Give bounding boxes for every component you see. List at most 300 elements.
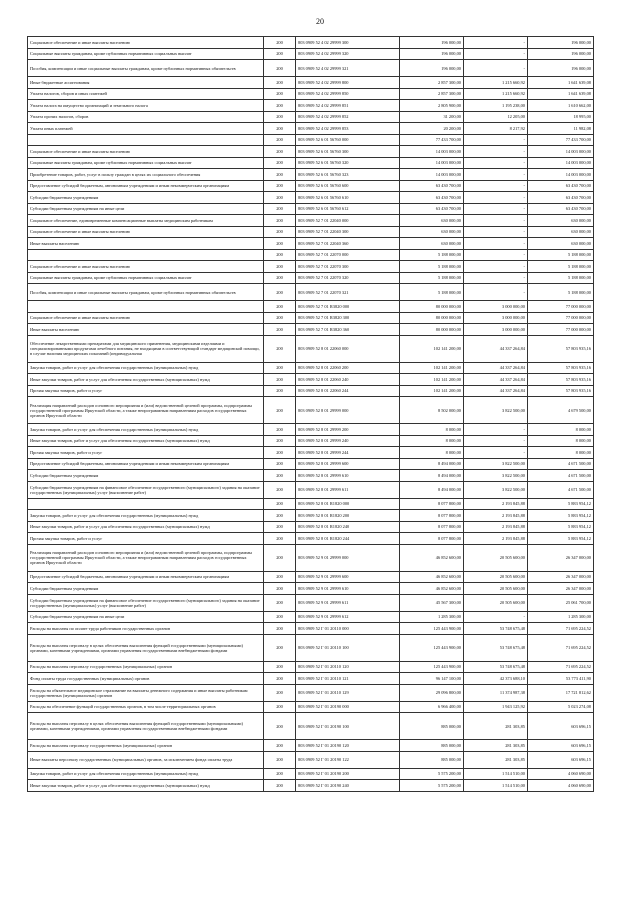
- cell-remaining: 4 671 500,00: [528, 481, 594, 498]
- cell-name: Расходы на выплаты по оплате труда работников государственных органов: [28, 623, 264, 635]
- cell-name: Иные закупки товаров, работ и услуг для обеспечения государственных (муниципальных) нужд: [28, 374, 264, 386]
- cell-executed: -: [464, 272, 528, 284]
- cell-executed: 53 748 675,48: [464, 623, 528, 635]
- cell-executed: 42 373 688,10: [464, 673, 528, 685]
- cell-budget-code: 803 0909 52 8 01 29999 244: [296, 447, 400, 459]
- cell-approved: 46 852 600,00: [400, 571, 464, 583]
- cell-approved: 8 494 000,00: [400, 458, 464, 470]
- cell-executed: 20 505 600,00: [464, 571, 528, 583]
- cell-executed: -: [464, 134, 528, 146]
- cell-budget-code: 803 0909 52 Г 01 20190 240: [296, 780, 400, 792]
- table-row: [28, 623, 594, 635]
- table-row: [28, 123, 594, 135]
- cell-executed: 281 303,85: [464, 740, 528, 752]
- cell-remaining: 4 060 690,00: [528, 780, 594, 792]
- cell-line-code: 200: [264, 312, 296, 324]
- cell-line-code: 200: [264, 498, 296, 510]
- cell-approved: 6 966 400,00: [400, 701, 464, 713]
- cell-budget-code: 803 0909 52 8 01 22060 200: [296, 362, 400, 374]
- cell-remaining: 5 883 954,12: [528, 498, 594, 510]
- cell-executed: 2 193 845,88: [464, 521, 528, 533]
- cell-line-code: 200: [264, 447, 296, 459]
- table-row: [28, 192, 594, 204]
- cell-line-code: 200: [264, 77, 296, 89]
- table-row: [28, 111, 594, 123]
- cell-executed: 1 943 125,92: [464, 701, 528, 713]
- cell-budget-code: 803 0909 52 4 02 29999 851: [296, 100, 400, 112]
- cell-approved: 96 147 100,00: [400, 673, 464, 685]
- cell-executed: -: [464, 169, 528, 181]
- cell-line-code: 200: [264, 60, 296, 77]
- cell-executed: 12 205,00: [464, 111, 528, 123]
- cell-name: Прочая закупка товаров, работ и услуг: [28, 533, 264, 545]
- cell-approved: 630 000,00: [400, 226, 464, 238]
- cell-remaining: 11 982,08: [528, 123, 594, 135]
- cell-approved: 102 141 200,00: [400, 374, 464, 386]
- cell-budget-code: 803 0909 52 7 01 22070 300: [296, 261, 400, 273]
- cell-line-code: 200: [264, 134, 296, 146]
- cell-name: Прочая закупка товаров, работ и услуг: [28, 385, 264, 397]
- cell-remaining: 8 000,00: [528, 447, 594, 459]
- cell-executed: 3 822 500,00: [464, 458, 528, 470]
- cell-executed: -: [464, 611, 528, 623]
- cell-executed: 2 193 845,88: [464, 533, 528, 545]
- cell-name: Иные закупки товаров, работ и услуг для обеспечения государственных (муниципальных) нужд: [28, 780, 264, 792]
- cell-name: Уплата иных платежей: [28, 123, 264, 135]
- cell-budget-code: 803 0909 52 7 01 22070 321: [296, 284, 400, 301]
- cell-budget-code: 803 0909 52 Г 01 20190 000: [296, 701, 400, 713]
- cell-name: Иные закупки товаров, работ и услуг для обеспечения государственных (муниципальных) нужд: [28, 435, 264, 447]
- cell-name: [28, 301, 264, 313]
- cell-remaining: 57 803 935,16: [528, 385, 594, 397]
- table-row: [28, 634, 594, 661]
- table-row: [28, 673, 594, 685]
- cell-approved: 46 852 600,00: [400, 583, 464, 595]
- cell-line-code: 200: [264, 701, 296, 713]
- cell-name: [28, 498, 264, 510]
- table-row: [28, 447, 594, 459]
- table-row: [28, 470, 594, 482]
- table-row: [28, 157, 594, 169]
- cell-remaining: 4 679 500,00: [528, 397, 594, 424]
- cell-line-code: 200: [264, 751, 296, 768]
- cell-name: Уплата прочих налогов, сборов: [28, 111, 264, 123]
- cell-name: Реализация направлений расходов основного мероприятия и (или) ведомственной целевой программы, подпрограммы государственной программы Иркутской области, а также непрограммным направлениям расходов государственных органов Иркутской области: [28, 544, 264, 571]
- cell-budget-code: 803 0909 52 8 01 22060 000: [296, 335, 400, 362]
- cell-name: Субсидии бюджетным учреждениям на иные цели: [28, 611, 264, 623]
- table-row: [28, 385, 594, 397]
- cell-budget-code: 803 0909 52 4 02 29999 850: [296, 88, 400, 100]
- cell-executed: 20 505 600,00: [464, 583, 528, 595]
- cell-name: Уплата налогов, сборов и иных платежей: [28, 88, 264, 100]
- table-row: [28, 88, 594, 100]
- cell-remaining: 77 000 000,00: [528, 324, 594, 336]
- cell-budget-code: 803 0909 52 7 01 R3820 300: [296, 312, 400, 324]
- table-row: [28, 60, 594, 77]
- cell-budget-code: 803 0909 52 8 01 R1820 000: [296, 498, 400, 510]
- cell-name: Субсидии бюджетным учреждениям на финансовое обеспечение государственного (муниципального) задания на оказание государственных (муниципальных) услуг (выполнение работ): [28, 594, 264, 611]
- cell-name: Закупка товаров, работ и услуг для обеспечения государственных (муниципальных) нужд: [28, 768, 264, 780]
- cell-line-code: 200: [264, 192, 296, 204]
- cell-executed: 44 337 264,84: [464, 362, 528, 374]
- cell-name: Социальное обеспечение и иные выплаты населению: [28, 312, 264, 324]
- cell-budget-code: 803 0909 52 4 02 29999 853: [296, 123, 400, 135]
- cell-line-code: 200: [264, 88, 296, 100]
- cell-name: Расходы на выплаты персоналу в целях обеспечения выполнения функций государственными (муниципальными) органами, казенными учреждениями, органами управления государственными внебюджетными фондами: [28, 713, 264, 740]
- cell-executed: -: [464, 157, 528, 169]
- table-row: [28, 713, 594, 740]
- cell-name: Социальные выплаты гражданам, кроме публичных нормативных социальных выплат: [28, 272, 264, 284]
- cell-remaining: 63 430 700,00: [528, 180, 594, 192]
- cell-name: Приобретение товаров, работ, услуг в пользу граждан в целях их социального обеспечения: [28, 169, 264, 181]
- cell-line-code: 200: [264, 623, 296, 635]
- table-row: [28, 740, 594, 752]
- table-row: [28, 134, 594, 146]
- table-row: [28, 498, 594, 510]
- cell-executed: 2 193 845,88: [464, 510, 528, 522]
- cell-approved: 8 077 800,00: [400, 521, 464, 533]
- table-row: [28, 544, 594, 571]
- cell-line-code: 200: [264, 215, 296, 227]
- table-row: [28, 481, 594, 498]
- cell-approved: 8 000,00: [400, 447, 464, 459]
- cell-line-code: 200: [264, 661, 296, 673]
- cell-budget-code: 803 0909 52 6 01 56760 323: [296, 169, 400, 181]
- table-row: [28, 780, 594, 792]
- cell-line-code: 200: [264, 362, 296, 374]
- cell-budget-code: 803 0909 52 Г 01 20190 200: [296, 768, 400, 780]
- cell-line-code: 200: [264, 284, 296, 301]
- table-row: [28, 301, 594, 313]
- cell-remaining: 4 671 500,00: [528, 470, 594, 482]
- cell-line-code: 200: [264, 470, 296, 482]
- cell-executed: 44 337 264,84: [464, 374, 528, 386]
- cell-line-code: 200: [264, 780, 296, 792]
- cell-budget-code: 803 0909 52 8 01 29999 000: [296, 397, 400, 424]
- cell-executed: 11 374 987,38: [464, 684, 528, 701]
- cell-executed: -: [464, 203, 528, 215]
- cell-approved: 2 857 300,00: [400, 77, 464, 89]
- cell-approved: 80 000 000,00: [400, 312, 464, 324]
- cell-executed: 20 505 600,00: [464, 544, 528, 571]
- cell-remaining: 1 285 300,00: [528, 611, 594, 623]
- cell-remaining: 71 695 224,52: [528, 623, 594, 635]
- cell-approved: 45 567 300,00: [400, 594, 464, 611]
- cell-approved: 63 430 700,00: [400, 180, 464, 192]
- cell-budget-code: 803 0909 52 8 01 29999 200: [296, 424, 400, 436]
- cell-budget-code: 803 0909 52 4 02 29999 800: [296, 77, 400, 89]
- cell-name: Предоставление субсидий бюджетным, автономным учреждениям и иным некоммерческим организациям: [28, 458, 264, 470]
- cell-budget-code: 803 0909 52 6 01 56760 300: [296, 146, 400, 158]
- cell-name: Иные закупки товаров, работ и услуг для обеспечения государственных (муниципальных) нужд: [28, 521, 264, 533]
- cell-approved: 125 443 900,00: [400, 623, 464, 635]
- cell-line-code: 200: [264, 533, 296, 545]
- cell-line-code: 200: [264, 424, 296, 436]
- table-row: [28, 533, 594, 545]
- cell-approved: 8 494 000,00: [400, 481, 464, 498]
- cell-line-code: 200: [264, 481, 296, 498]
- cell-name: Иные выплаты населению: [28, 238, 264, 250]
- cell-remaining: 77 000 000,00: [528, 312, 594, 324]
- cell-approved: 102 141 200,00: [400, 362, 464, 374]
- cell-name: Предоставление субсидий бюджетным, автономным учреждениям и иным некоммерческим организациям: [28, 571, 264, 583]
- cell-name: Расходы на обеспечение функций государственных органов, в том числе территориальных органов: [28, 701, 264, 713]
- cell-remaining: 77 000 000,00: [528, 301, 594, 313]
- cell-line-code: 200: [264, 48, 296, 60]
- cell-budget-code: 803 0909 52 7 01 22070 000: [296, 249, 400, 261]
- cell-budget-code: 803 0909 52 Г 01 20110 000: [296, 623, 400, 635]
- cell-approved: 14 003 000,00: [400, 169, 464, 181]
- cell-remaining: 63 430 700,00: [528, 192, 594, 204]
- cell-executed: 3 822 500,00: [464, 481, 528, 498]
- cell-name: Обеспечение лекарственными препаратами для медицинского применения, медицинскими изделиями и специализированными продуктами лечебного питания, не входящими в соответствующий стандарт медицинской помощи, в случае наличия медицинских показаний (индивидуальная: [28, 335, 264, 362]
- cell-name: Пособия, компенсации и иные социальные выплаты гражданам, кроме публичных нормативных обязательств: [28, 60, 264, 77]
- cell-line-code: 200: [264, 740, 296, 752]
- cell-line-code: 200: [264, 180, 296, 192]
- cell-name: Социальное обеспечение и иные выплаты населению: [28, 261, 264, 273]
- cell-approved: 31 200,00: [400, 111, 464, 123]
- table-row: [28, 146, 594, 158]
- table-row: [28, 261, 594, 273]
- cell-executed: -: [464, 146, 528, 158]
- table-row: [28, 324, 594, 336]
- cell-approved: 885 000,00: [400, 751, 464, 768]
- cell-remaining: 26 347 000,00: [528, 544, 594, 571]
- cell-executed: -: [464, 226, 528, 238]
- cell-executed: 8 217,92: [464, 123, 528, 135]
- cell-budget-code: 803 0909 52 6 01 56760 612: [296, 203, 400, 215]
- cell-budget-code: 803 0909 52 8 01 29999 240: [296, 435, 400, 447]
- cell-executed: 1 215 660,92: [464, 77, 528, 89]
- cell-approved: 80 000 000,00: [400, 324, 464, 336]
- cell-executed: 2 193 845,88: [464, 498, 528, 510]
- cell-name: Закупка товаров, работ и услуг для обеспечения государственных (муниципальных) нужд: [28, 424, 264, 436]
- cell-remaining: 196 000,00: [528, 37, 594, 49]
- table-row: [28, 521, 594, 533]
- cell-name: Пособия, компенсации и иные социальные выплаты гражданам, кроме публичных нормативных обязательств: [28, 284, 264, 301]
- cell-executed: 53 748 675,48: [464, 634, 528, 661]
- cell-executed: 3 000 000,00: [464, 324, 528, 336]
- cell-remaining: 1 641 639,08: [528, 88, 594, 100]
- cell-approved: 63 430 700,00: [400, 203, 464, 215]
- cell-name: Уплата налога на имущество организаций и земельного налога: [28, 100, 264, 112]
- cell-remaining: 603 696,15: [528, 751, 594, 768]
- cell-budget-code: 803 0909 52 7 01 22070 320: [296, 272, 400, 284]
- cell-line-code: 200: [264, 203, 296, 215]
- cell-remaining: 5 023 274,08: [528, 701, 594, 713]
- cell-budget-code: 803 0909 52 Г 01 20110 129: [296, 684, 400, 701]
- cell-remaining: 196 000,00: [528, 60, 594, 77]
- cell-executed: -: [464, 60, 528, 77]
- cell-executed: 1 215 660,92: [464, 88, 528, 100]
- cell-executed: 44 337 264,84: [464, 385, 528, 397]
- cell-executed: 3 000 000,00: [464, 301, 528, 313]
- cell-remaining: 4 671 500,00: [528, 458, 594, 470]
- cell-approved: 8 077 800,00: [400, 533, 464, 545]
- cell-line-code: 200: [264, 249, 296, 261]
- cell-approved: 8 077 800,00: [400, 510, 464, 522]
- cell-line-code: 200: [264, 374, 296, 386]
- cell-line-code: 200: [264, 713, 296, 740]
- cell-name: Субсидии бюджетным учреждениям: [28, 192, 264, 204]
- cell-line-code: 200: [264, 238, 296, 250]
- cell-line-code: 200: [264, 397, 296, 424]
- cell-budget-code: 803 0909 52 7 01 R3820 000: [296, 301, 400, 313]
- cell-approved: 102 141 200,00: [400, 335, 464, 362]
- table-row: [28, 272, 594, 284]
- table-row: [28, 768, 594, 780]
- cell-approved: 125 443 900,00: [400, 661, 464, 673]
- cell-name: Социальное обеспечение и иные выплаты населению: [28, 226, 264, 238]
- cell-name: Иные бюджетные ассигнования: [28, 77, 264, 89]
- cell-name: Субсидии бюджетным учреждениям на иные цели: [28, 203, 264, 215]
- cell-executed: -: [464, 180, 528, 192]
- table-row: [28, 424, 594, 436]
- cell-remaining: 196 000,00: [528, 48, 594, 60]
- cell-approved: 77 433 700,00: [400, 134, 464, 146]
- cell-line-code: 200: [264, 544, 296, 571]
- cell-approved: 196 000,00: [400, 37, 464, 49]
- cell-budget-code: 803 0909 52 6 01 56760 320: [296, 157, 400, 169]
- cell-remaining: 71 695 224,52: [528, 661, 594, 673]
- cell-budget-code: 803 0909 52 4 02 29999 852: [296, 111, 400, 123]
- cell-remaining: 5 188 000,00: [528, 249, 594, 261]
- table-row: [28, 374, 594, 386]
- table-row: [28, 284, 594, 301]
- cell-budget-code: 803 0909 52 8 01 R1820 240: [296, 521, 400, 533]
- table-body: [28, 37, 594, 792]
- cell-name: Расходы на выплаты персоналу в целях обеспечения выполнения функций государственными (муниципальными) органами, казенными учреждениями, органами управления государственными внебюджетными фондами: [28, 634, 264, 661]
- cell-executed: 1 514 510,00: [464, 780, 528, 792]
- cell-approved: 5 575 200,00: [400, 768, 464, 780]
- cell-name: Расходы на обязательное медицинское страхование на выплаты денежного содержания и иные выплаты работникам государственных (муниципальных) органов: [28, 684, 264, 701]
- cell-line-code: 200: [264, 100, 296, 112]
- table-row: [28, 312, 594, 324]
- cell-line-code: 200: [264, 458, 296, 470]
- cell-budget-code: 803 0909 52 8 01 22060 244: [296, 385, 400, 397]
- cell-remaining: 603 696,15: [528, 740, 594, 752]
- cell-remaining: 5 188 000,00: [528, 272, 594, 284]
- cell-executed: 1 514 510,00: [464, 768, 528, 780]
- cell-budget-code: 803 0909 52 Г 01 20110 121: [296, 673, 400, 685]
- cell-name: Социальные выплаты гражданам, кроме публичных нормативных социальных выплат: [28, 157, 264, 169]
- cell-remaining: 603 696,15: [528, 713, 594, 740]
- cell-executed: -: [464, 435, 528, 447]
- cell-executed: 44 337 264,84: [464, 335, 528, 362]
- cell-approved: 5 188 000,00: [400, 261, 464, 273]
- cell-approved: 80 000 000,00: [400, 301, 464, 313]
- table-row: [28, 397, 594, 424]
- cell-budget-code: 803 0909 52 Г 01 20190 100: [296, 713, 400, 740]
- table-row: [28, 571, 594, 583]
- cell-budget-code: 803 0909 52 6 01 56760 600: [296, 180, 400, 192]
- cell-approved: 885 000,00: [400, 713, 464, 740]
- cell-line-code: 200: [264, 301, 296, 313]
- cell-executed: -: [464, 37, 528, 49]
- cell-budget-code: 803 0909 52 6 01 56760 610: [296, 192, 400, 204]
- table-row: [28, 751, 594, 768]
- cell-budget-code: 803 0909 52 Г 01 20190 122: [296, 751, 400, 768]
- cell-name: [28, 249, 264, 261]
- table-row: [28, 611, 594, 623]
- table-row: [28, 180, 594, 192]
- cell-approved: 2 857 300,00: [400, 88, 464, 100]
- cell-budget-code: 803 0909 52 9 01 29999 600: [296, 571, 400, 583]
- cell-line-code: 200: [264, 324, 296, 336]
- cell-executed: 281 303,85: [464, 751, 528, 768]
- cell-remaining: 71 695 224,52: [528, 634, 594, 661]
- cell-remaining: 630 000,00: [528, 226, 594, 238]
- table-row: [28, 510, 594, 522]
- cell-name: Иные выплаты населению: [28, 324, 264, 336]
- cell-executed: -: [464, 424, 528, 436]
- cell-remaining: 5 188 000,00: [528, 284, 594, 301]
- cell-budget-code: 803 0909 52 4 02 29999 321: [296, 60, 400, 77]
- cell-approved: 5 188 000,00: [400, 284, 464, 301]
- cell-approved: 196 000,00: [400, 48, 464, 60]
- cell-budget-code: 803 0909 52 9 01 29999 611: [296, 594, 400, 611]
- cell-approved: 1 285 300,00: [400, 611, 464, 623]
- cell-budget-code: 803 0909 52 4 02 29999 320: [296, 48, 400, 60]
- cell-approved: 630 000,00: [400, 238, 464, 250]
- table-row: [28, 203, 594, 215]
- table-row: [28, 684, 594, 701]
- cell-line-code: 200: [264, 510, 296, 522]
- cell-approved: 885 000,00: [400, 740, 464, 752]
- cell-name: Прочая закупка товаров, работ и услуг: [28, 447, 264, 459]
- cell-executed: -: [464, 238, 528, 250]
- cell-remaining: 8 000,00: [528, 424, 594, 436]
- cell-name: Субсидии бюджетным учреждениям на финансовое обеспечение государственного (муниципального) задания на оказание государственных (муниципальных) услуг (выполнение работ): [28, 481, 264, 498]
- cell-remaining: 8 000,00: [528, 435, 594, 447]
- cell-approved: 5 188 000,00: [400, 272, 464, 284]
- cell-approved: 5 575 200,00: [400, 780, 464, 792]
- cell-remaining: 14 003 000,00: [528, 157, 594, 169]
- table-row: [28, 77, 594, 89]
- cell-budget-code: 803 0909 52 Г 01 20110 120: [296, 661, 400, 673]
- cell-budget-code: 803 0909 52 8 01 R1820 244: [296, 533, 400, 545]
- table-row: [28, 249, 594, 261]
- cell-executed: 20 505 600,00: [464, 594, 528, 611]
- cell-budget-code: 803 0909 52 7 01 22040 360: [296, 238, 400, 250]
- cell-line-code: 200: [264, 261, 296, 273]
- cell-remaining: 4 060 690,00: [528, 768, 594, 780]
- cell-line-code: 200: [264, 634, 296, 661]
- cell-budget-code: 803 0909 52 Г 01 20110 100: [296, 634, 400, 661]
- cell-remaining: 5 188 000,00: [528, 261, 594, 273]
- cell-remaining: 1 641 639,08: [528, 77, 594, 89]
- cell-approved: 2 805 900,00: [400, 100, 464, 112]
- cell-executed: -: [464, 215, 528, 227]
- cell-remaining: 630 000,00: [528, 215, 594, 227]
- cell-line-code: 200: [264, 611, 296, 623]
- cell-remaining: 5 883 954,12: [528, 510, 594, 522]
- table-row: [28, 661, 594, 673]
- cell-line-code: 200: [264, 111, 296, 123]
- cell-name: Иные выплаты персоналу государственных (муниципальных) органов, за исключением фонда оплаты труда: [28, 751, 264, 768]
- cell-line-code: 200: [264, 123, 296, 135]
- cell-executed: 3 822 500,00: [464, 397, 528, 424]
- cell-remaining: 630 000,00: [528, 238, 594, 250]
- cell-remaining: 53 773 411,90: [528, 673, 594, 685]
- cell-executed: 281 303,85: [464, 713, 528, 740]
- table-row: [28, 238, 594, 250]
- cell-remaining: 14 003 000,00: [528, 169, 594, 181]
- cell-budget-code: 803 0909 52 7 01 R3820 360: [296, 324, 400, 336]
- cell-name: Закупка товаров, работ и услуг для обеспечения государственных (муниципальных) нужд: [28, 362, 264, 374]
- cell-budget-code: 803 0909 52 Г 01 20190 120: [296, 740, 400, 752]
- cell-remaining: 17 721 812,62: [528, 684, 594, 701]
